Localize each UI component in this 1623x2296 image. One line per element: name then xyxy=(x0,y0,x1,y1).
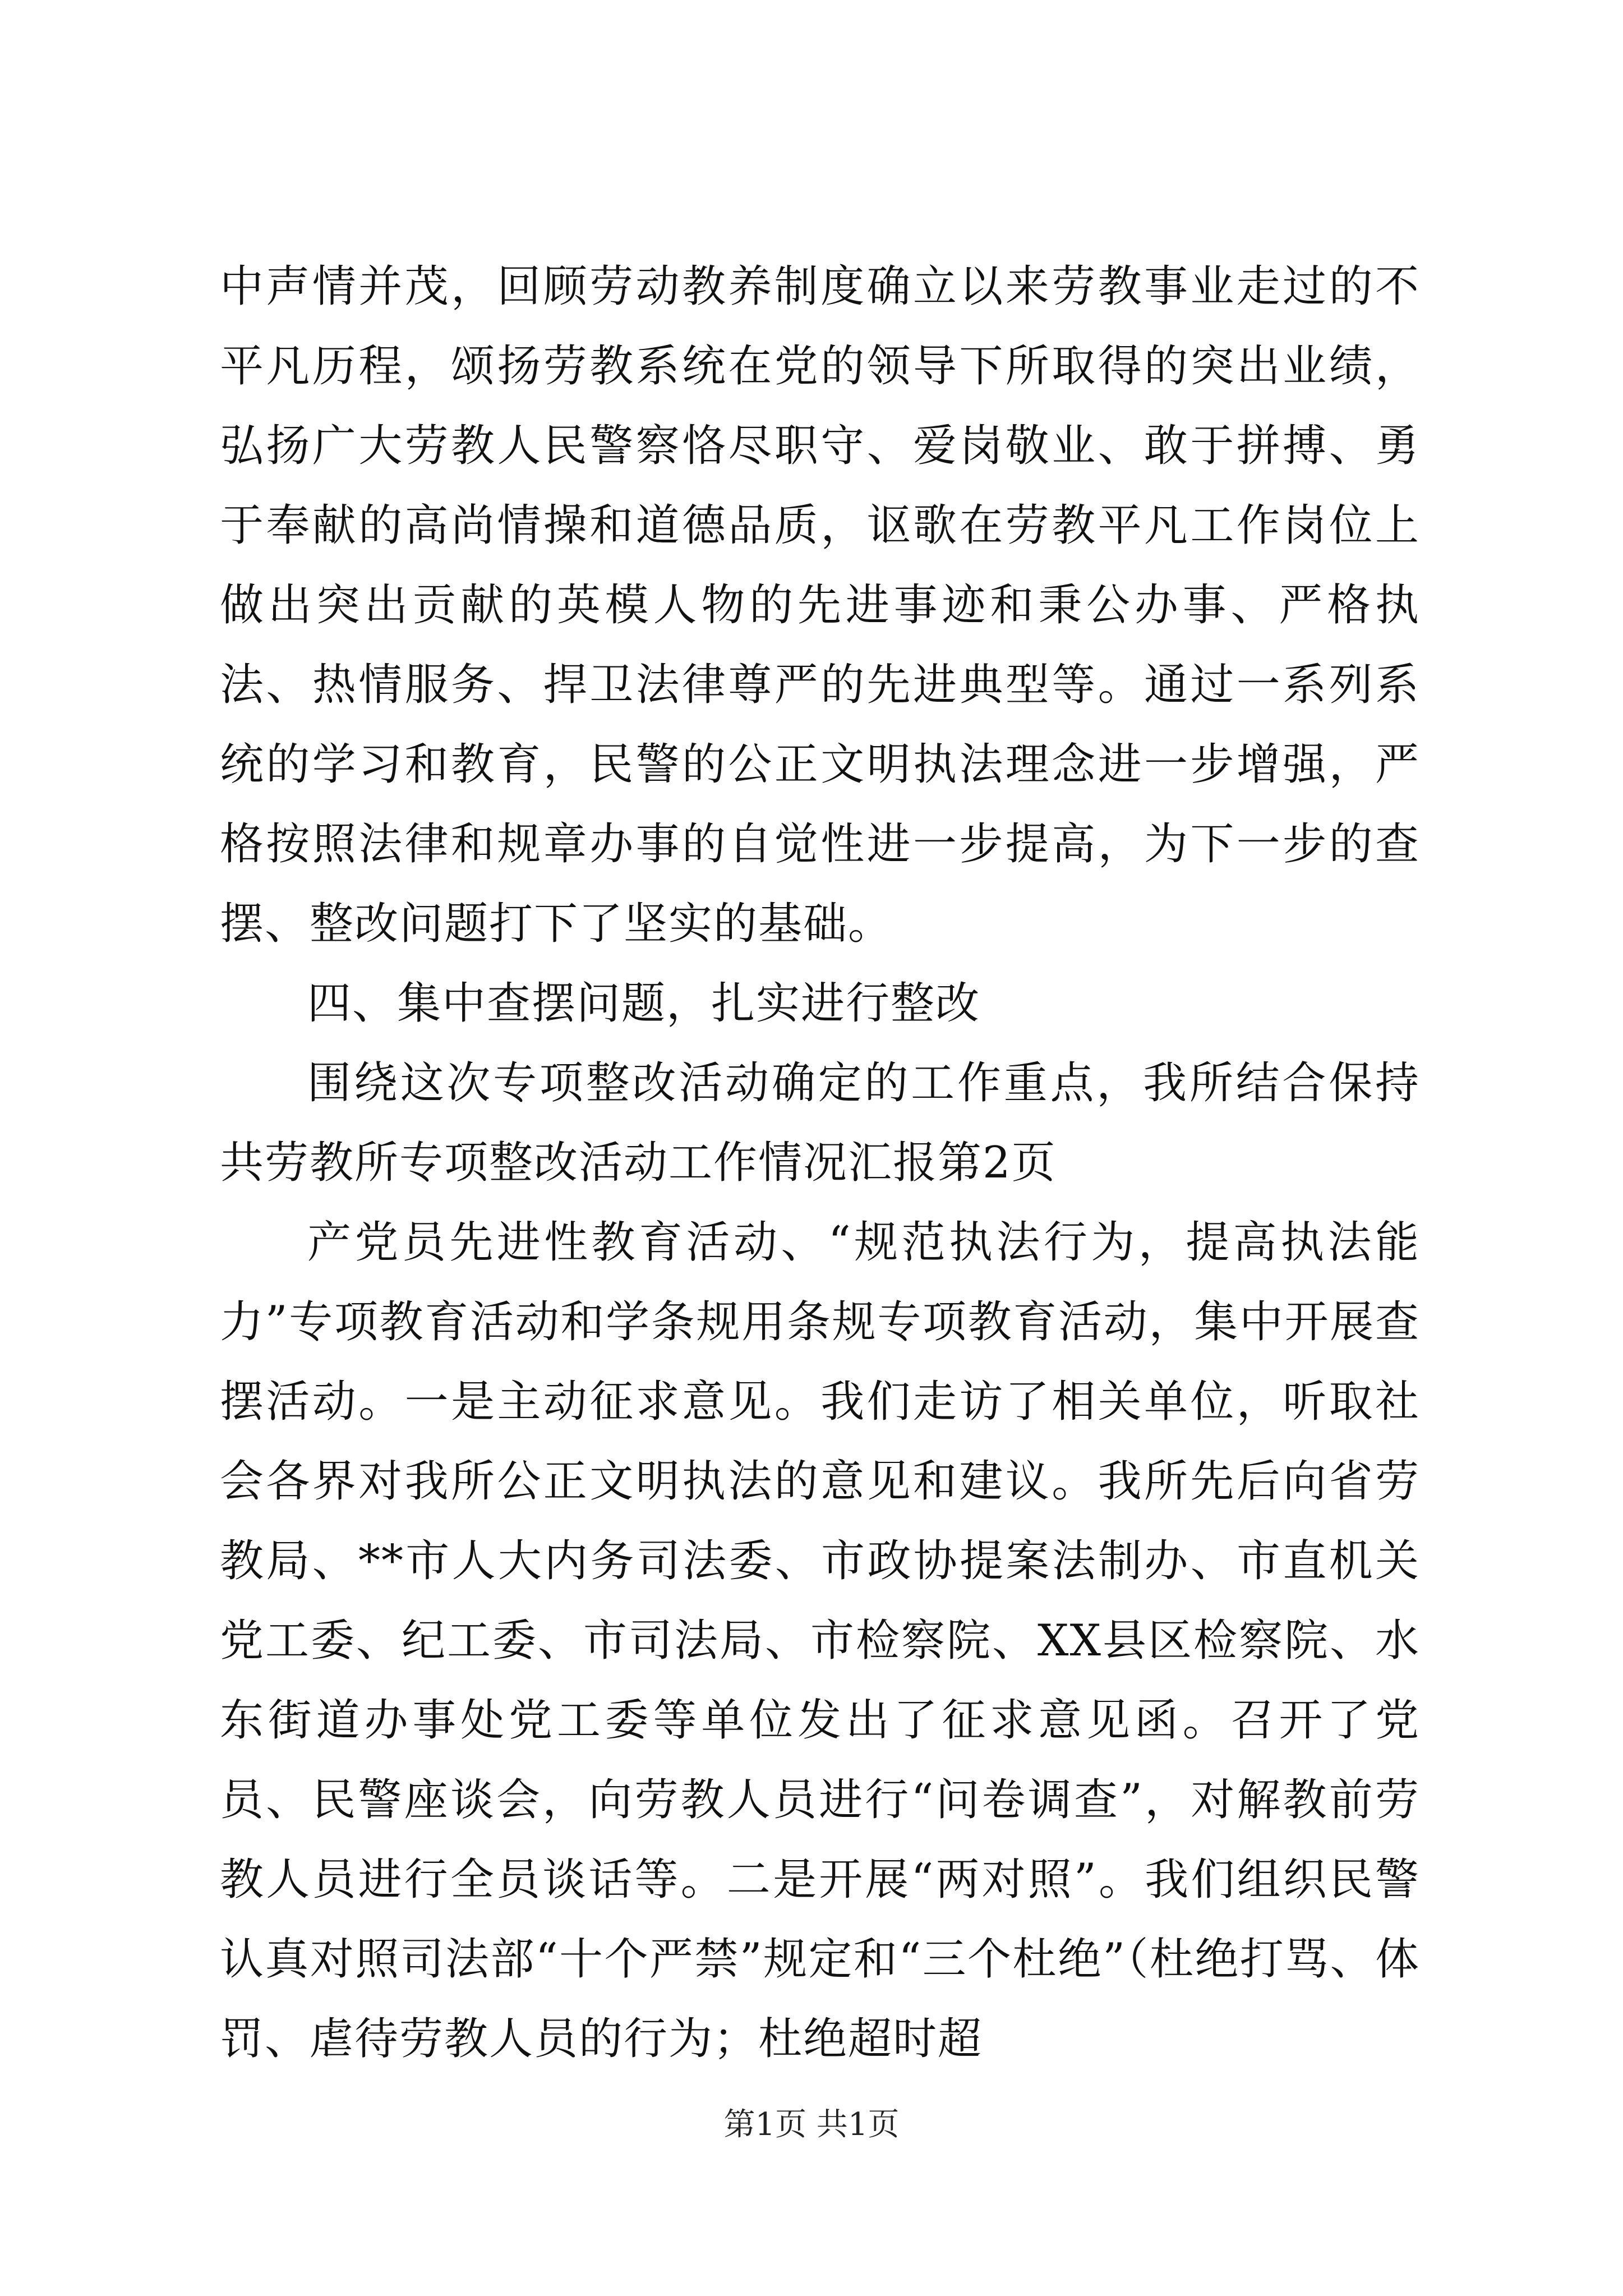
paragraph-3: 围绕这次专项整改活动确定的工作重点，我所结合保持共劳教所专项整改活动工作情况汇报第2页 xyxy=(220,1058,1420,1188)
paragraph-4: 产党员先进性教育活动、“规范执法行为，提高执法能力”专项教育活动和学条规用条规专项教育活动，集中开展查摆活动。一是主动征求意见。我们走访了相关单位，听取社会各界对我所公正文明执法的意见和建议。我所先后向省劳教局、**市人大内务司法委、市政协提案法制办、市直机关党工委、纪工委、市司法局、市检察院、XX县区检察院、水东街道办事处党工委等单位发出了征求意见函。召开了党员、民警座谈会，向劳教人员进行“问卷调查”，对解教前劳教人员进行全员谈话等。二是开展“两对照”。我们组织民警认真对照司法部“十个严禁”规定和“三个杜绝”（杜绝打骂、体罚、虐待劳教人员的行为；杜绝超时超 xyxy=(220,1217,1420,2064)
page-number-label: 第1页 共1页 xyxy=(723,2106,900,2143)
paragraph-2-section-heading: 四、集中查摆问题，扎实进行整改 xyxy=(307,978,981,1029)
paragraph-1: 中声情并茂，回顾劳动教养制度确立以来劳教事业走过的不平凡历程，颂扬劳教系统在党的领导下所取得的突出业绩，弘扬广大劳教人民警察恪尽职守、爱岗敬业、敢于拼搏、勇于奉献的高尚情操和道德品质，讴歌在劳教平凡工作岗位上做出突出贡献的英模人物的先进事迹和秉公办事、严格执法、热情服务、捍卫法律尊严的先进典型等。通过一系列系统的学习和教育，民警的公正文明执法理念进一步增强，严格按照法律和规章办事的自觉性进一步提高，为下一步的查摆、整改问题打下了坚实的基础。 xyxy=(220,261,1420,949)
page-footer xyxy=(0,2102,1623,2147)
document-body xyxy=(220,247,1420,2079)
